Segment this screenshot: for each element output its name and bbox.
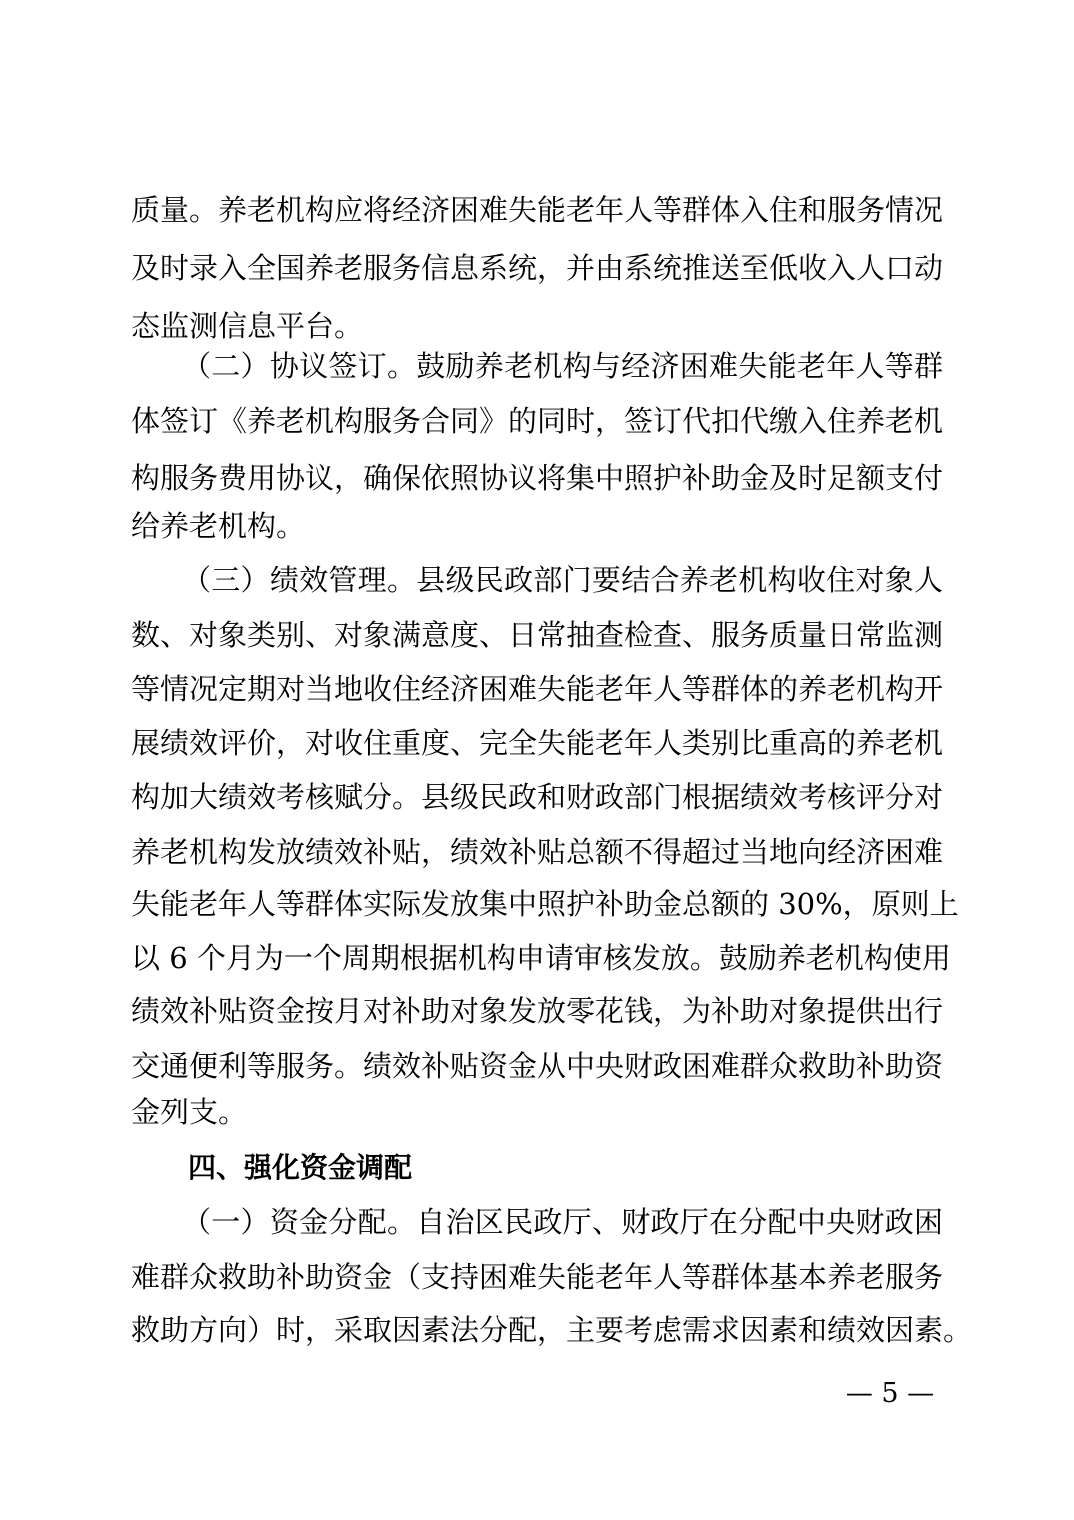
body-line: 给养老机构。 bbox=[131, 509, 306, 543]
body-line: 绩效补贴资金按月对补助对象发放零花钱，为补助对象提供出行 bbox=[131, 994, 944, 1028]
body-line: 构服务费用协议，确保依照协议将集中照护补助金及时足额支付 bbox=[131, 461, 944, 495]
body-line: 及时录入全国养老服务信息系统，并由系统推送至低收入人口动 bbox=[131, 251, 944, 285]
body-line: （二）协议签订。鼓励养老机构与经济困难失能老年人等群 bbox=[182, 349, 943, 383]
body-line: 失能老年人等群体实际发放集中照护补助金总额的 30%，原则上 bbox=[131, 887, 959, 921]
body-line: 救助方向）时，采取因素法分配，主要考虑需求因素和绩效因素。 bbox=[131, 1313, 973, 1347]
body-line: 态监测信息平台。 bbox=[131, 309, 364, 343]
body-line: 体签订《养老机构服务合同》的同时，签订代扣代缴入住养老机 bbox=[131, 404, 944, 438]
body-line: 金列支。 bbox=[131, 1095, 248, 1129]
body-line: 交通便利等服务。绩效补贴资金从中央财政困难群众救助补助资 bbox=[131, 1049, 944, 1083]
body-line: 以 6 个月为一个周期根据机构申请审核发放。鼓励养老机构使用 bbox=[131, 941, 951, 975]
body-line: 数、对象类别、对象满意度、日常抽查检查、服务质量日常监测 bbox=[131, 618, 944, 652]
body-line: 构加大绩效考核赋分。县级民政和财政部门根据绩效考核评分对 bbox=[131, 780, 944, 814]
body-line: 质量。养老机构应将经济困难失能老年人等群体入住和服务情况 bbox=[131, 193, 944, 227]
body-line: 难群众救助补助资金（支持困难失能老年人等群体基本养老服务 bbox=[131, 1260, 944, 1294]
body-line: （一）资金分配。自治区民政厅、财政厅在分配中央财政困 bbox=[182, 1205, 943, 1239]
body-line: 展绩效评价，对收住重度、完全失能老年人类别比重高的养老机 bbox=[131, 726, 944, 760]
body-line: 养老机构发放绩效补贴，绩效补贴总额不得超过当地向经济困难 bbox=[131, 835, 944, 869]
body-line: 等情况定期对当地收住经济困难失能老年人等群体的养老机构开 bbox=[131, 672, 944, 706]
page-number: — 5 — bbox=[845, 1378, 935, 1409]
section-heading: 四、强化资金调配 bbox=[188, 1151, 413, 1184]
body-line: （三）绩效管理。县级民政部门要结合养老机构收住对象人 bbox=[182, 563, 943, 597]
